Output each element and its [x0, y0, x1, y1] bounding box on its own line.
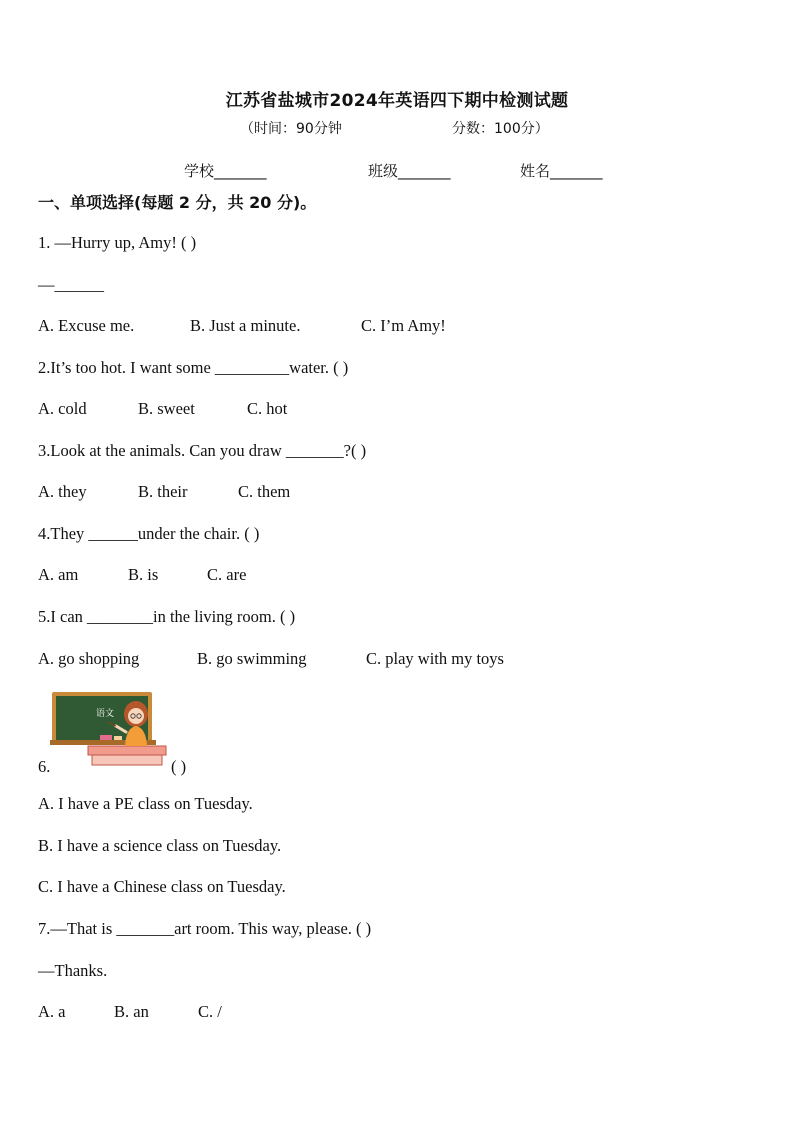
question-7-option-c: C. / — [198, 1002, 222, 1021]
question-2-option-b: B. sweet — [138, 399, 195, 418]
question-6-paren: ( ) — [171, 757, 187, 776]
question-1-stem: 1. —Hurry up, Amy! ( ) — [38, 233, 197, 252]
question-1-option-b: B. Just a minute. — [190, 316, 301, 335]
question-3-stem: 3.Look at the animals. Can you draw _______?( ) — [38, 441, 367, 460]
question-6-option-a: A. I have a PE class on Tuesday. — [38, 794, 253, 813]
teacher-chinese-class-image — [50, 690, 170, 768]
question-6-option-c: C. I have a Chinese class on Tuesday. — [38, 877, 286, 896]
question-6-stem: 6. — [38, 757, 51, 776]
question-5-option-c: C. play with my toys — [366, 649, 504, 668]
question-7-reply: —Thanks. — [38, 961, 108, 980]
question-3-option-b: B. their — [138, 482, 188, 501]
question-6-option-b: B. I have a science class on Tuesday. — [38, 836, 282, 855]
chalk-icon — [114, 736, 122, 740]
question-5-option-b: B. go swimming — [197, 649, 307, 668]
question-4-option-a: A. am — [38, 565, 79, 584]
question-7-option-a: A. a — [38, 1002, 66, 1021]
teacher-face — [128, 708, 144, 724]
school-field: 学校_______ — [184, 162, 267, 180]
class-field: 班级_______ — [368, 162, 451, 180]
eraser-icon — [100, 735, 112, 740]
board-text: 语文 — [96, 709, 115, 719]
question-3-option-c: C. them — [238, 482, 291, 501]
question-2-stem: 2.It’s too hot. I want some _________water. ( ) — [38, 358, 349, 377]
question-2-option-a: A. cold — [38, 399, 87, 418]
section-heading: 一、单项选择(每题 2 分，共 20 分)。 — [38, 193, 317, 212]
desk-top — [88, 746, 166, 755]
page-title: 江苏省盐城市2024年英语四下期中检测试题 — [225, 91, 569, 111]
question-5-stem: 5.I can ________in the living room. ( ) — [38, 607, 296, 626]
desk-body — [92, 755, 162, 765]
question-1-option-c: C. I’m Amy! — [361, 316, 446, 335]
question-4-stem: 4.They ______under the chair. ( ) — [38, 524, 260, 543]
question-4-option-b: B. is — [128, 565, 159, 584]
question-1-option-a: A. Excuse me. — [38, 316, 135, 335]
question-3-option-a: A. they — [38, 482, 87, 501]
exam-time: （时间：90分钟 — [240, 121, 342, 137]
question-5-option-a: A. go shopping — [38, 649, 140, 668]
question-7-option-b: B. an — [114, 1002, 149, 1021]
question-4-option-c: C. are — [207, 565, 247, 584]
name-field: 姓名_______ — [520, 162, 603, 180]
exam-score: 分数：100分） — [452, 121, 549, 137]
question-2-option-c: C. hot — [247, 399, 288, 418]
question-7-stem: 7.—That is _______art room. This way, please. ( ) — [38, 919, 372, 938]
question-1-reply: —______ — [38, 275, 104, 294]
